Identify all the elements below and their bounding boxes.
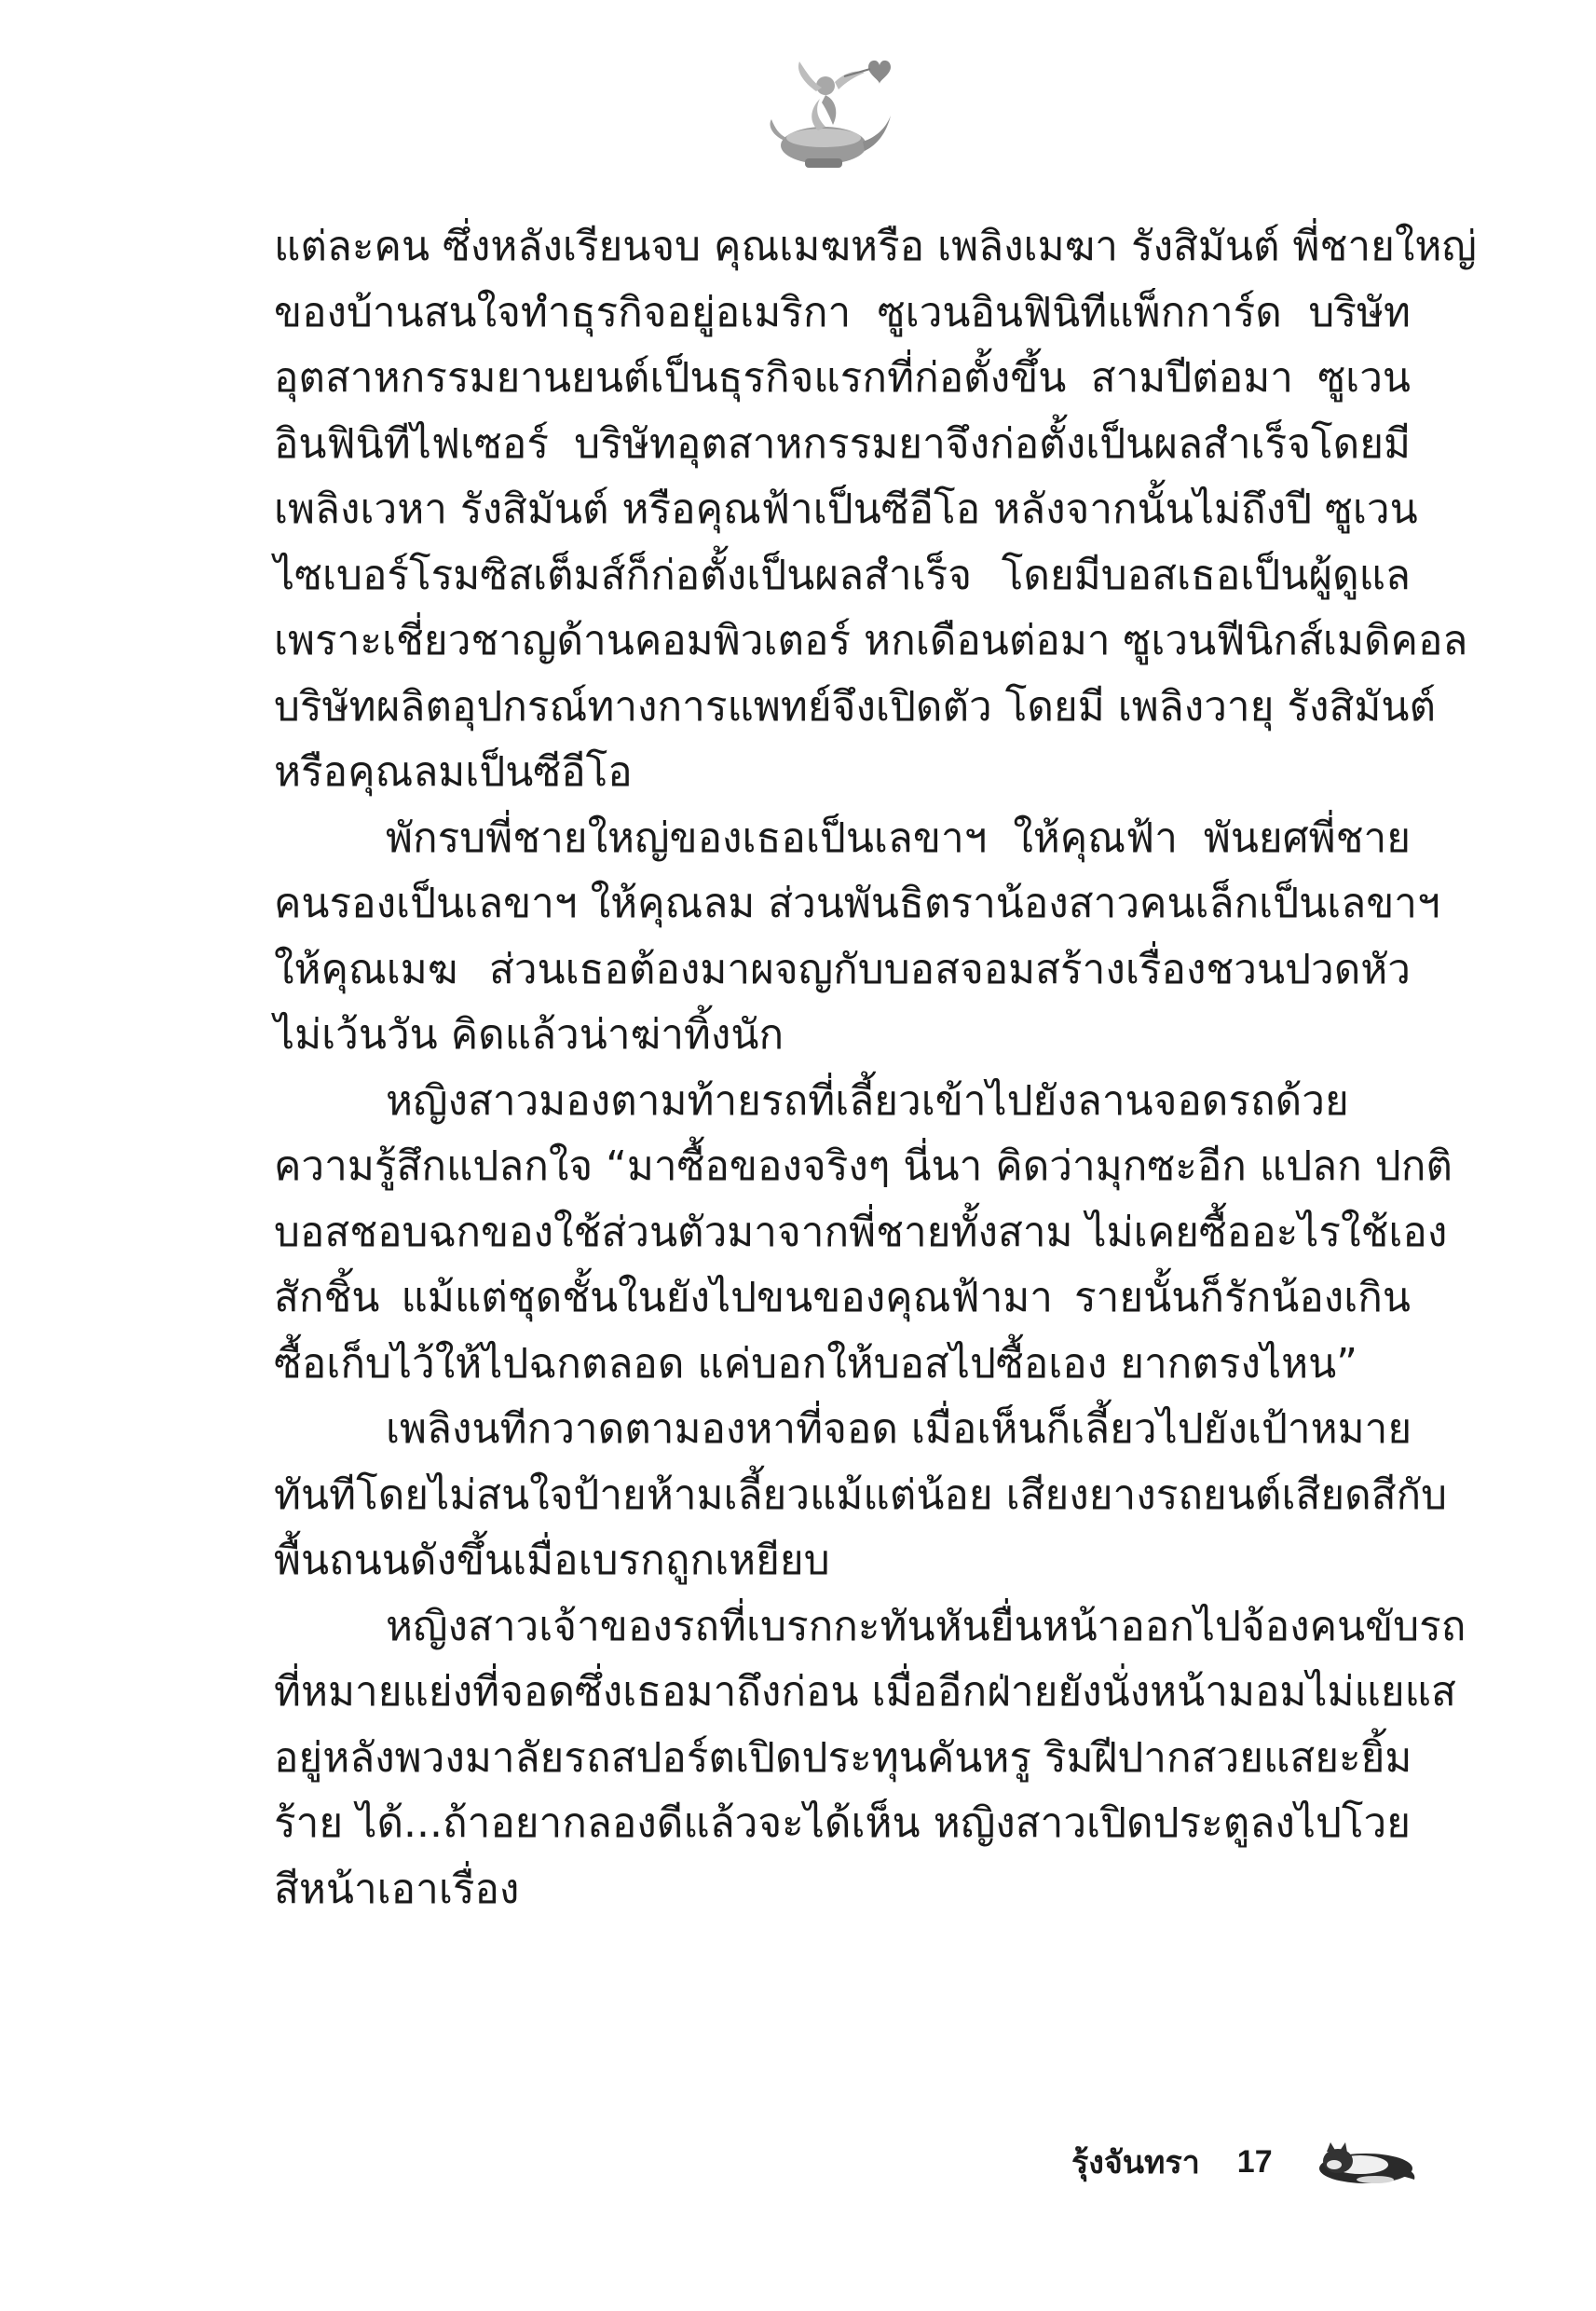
text-line: พักรบพี่ชายใหญ่ของเธอเป็นเลขาฯ ให้คุณฟ้า พันยศพี่ชาย	[386, 814, 1411, 862]
body-text	[274, 214, 1477, 1922]
sleeping-cat-icon	[1310, 2137, 1420, 2187]
text-line: แต่ละคน ซึ่งหลังเรียนจบ คุณเมฆหรือ เพลิงเมฆา รังสิมันต์ พี่ชายใหญ่	[274, 223, 1477, 270]
text-line: เพลิงเวหา รังสิมันต์ หรือคุณฟ้าเป็นซีอีโอ หลังจากนั้นไม่ถึงปี ซูเวน	[274, 485, 1418, 533]
text-line: ไซเบอร์โรมซิสเต็มส์ก็ก่อตั้งเป็นผลสำเร็จ โดยมีบอสเธอเป็นผู้ดูแล	[274, 551, 1411, 599]
text-line: คนรองเป็นเลขาฯ ให้คุณลม ส่วนพันธิตราน้องสาวคนเล็กเป็นเลขาฯ	[274, 880, 1440, 927]
text-line: ความรู้สึกแปลกใจ “มาซื้อของจริงๆ นี่นา คิดว่ามุกซะอีก แปลก ปกติ	[274, 1142, 1453, 1190]
cupid-teapot-ornament-icon	[751, 45, 900, 185]
paragraph	[274, 1397, 1448, 1594]
text-line: ที่หมายแย่งที่จอดซึ่งเธอมาถึงก่อน เมื่ออีกฝ่ายยังนั่งหน้ามอมไม่แยแส	[274, 1668, 1456, 1716]
paragraph	[274, 806, 1440, 1069]
paragraph	[274, 1069, 1453, 1398]
paragraph	[274, 1594, 1466, 1923]
text-line: ให้คุณเมฆ ส่วนเธอต้องมาผจญกับบอสจอมสร้างเรื่องชวนปวดหัว	[274, 945, 1411, 993]
book-title: รุ้งจันทรา	[1071, 2144, 1200, 2181]
page-footer	[1071, 2136, 1420, 2188]
text-line: อุตสาหกรรมยานยนต์เป็นธุรกิจแรกที่ก่อตั้งขึ้น สามปีต่อมา ซูเวน	[274, 354, 1411, 402]
text-line: ซื้อเก็บไว้ให้ไปฉกตลอด แค่บอกให้บอสไปซื้อเอง ยากตรงไหน”	[274, 1339, 1358, 1388]
text-line: หญิงสาวเจ้าของรถที่เบรกกะทันหันยื่นหน้าออกไปจ้องคนขับรถ	[386, 1602, 1466, 1650]
text-line: อยู่หลังพวงมาลัยรถสปอร์ตเปิดประทุนคันหรู ริมฝีปากสวยแสยะยิ้ม	[274, 1733, 1412, 1782]
paragraph	[274, 214, 1477, 806]
text-line: ไม่เว้นวัน คิดแล้วน่าฆ่าทิ้งนัก	[274, 1011, 784, 1059]
text-line: หรือคุณลมเป็นซีอีโอ	[274, 748, 633, 796]
text-line: พื้นถนนดังขึ้นเมื่อเบรกถูกเหยียบ	[274, 1537, 830, 1584]
text-line: สีหน้าเอาเรื่อง	[274, 1865, 520, 1913]
text-line: หญิงสาวมองตามท้ายรถที่เลี้ยวเข้าไปยังลานจอดรถด้วย	[386, 1076, 1349, 1125]
text-line: ของบ้านสนใจทำธุรกิจอยู่อเมริกา ซูเวนอินฟินิทีแพ็กการ์ด บริษัท	[274, 288, 1411, 336]
text-line: บริษัทผลิตอุปกรณ์ทางการแพทย์จึงเปิดตัว โดยมี เพลิงวายุ รังสิมันต์	[274, 682, 1437, 731]
text-line: ทันทีโดยไม่สนใจป้ายห้ามเลี้ยวแม้แต่น้อย เสียงยางรถยนต์เสียดสีกับ	[274, 1470, 1448, 1519]
text-line: สักชิ้น แม้แต่ชุดชั้นในยังไปขนของคุณฟ้ามา รายนั้นก็รักน้องเกิน	[274, 1274, 1411, 1321]
text-line: เพลิงนทีกวาดตามองหาที่จอด เมื่อเห็นก็เลี้ยวไปยังเป้าหมาย	[386, 1405, 1412, 1453]
text-line: บอสชอบฉกของใช้ส่วนตัวมาจากพี่ชายทั้งสาม ไม่เคยซื้ออะไรใช้เอง	[274, 1208, 1448, 1256]
text-line: ร้าย ได้...ถ้าอยากลองดีแล้วจะได้เห็น หญิงสาวเปิดประตูลงไปโวย	[274, 1799, 1411, 1847]
page-number: 17	[1236, 2143, 1273, 2180]
text-line: เพราะเชี่ยวชาญด้านคอมพิวเตอร์ หกเดือนต่อมา ซูเวนฟีนิกส์เมดิคอล	[274, 617, 1468, 664]
text-line: อินฟินิทีไฟเซอร์ บริษัทอุตสาหกรรมยาจึงก่อตั้งเป็นผลสำเร็จโดยมี	[274, 419, 1411, 468]
